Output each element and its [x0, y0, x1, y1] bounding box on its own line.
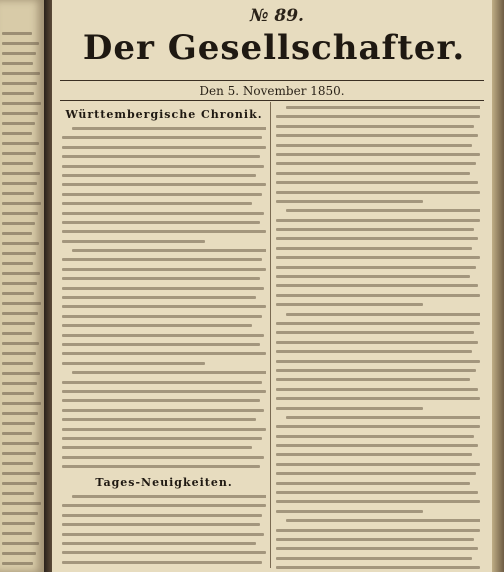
- text-line: [276, 369, 476, 372]
- text-line: [62, 390, 266, 393]
- text-line: [2, 562, 33, 565]
- text-line: [2, 92, 34, 95]
- text-line: [2, 262, 33, 265]
- text-line: [2, 132, 32, 135]
- text-line: [62, 212, 264, 215]
- text-line: [2, 52, 36, 55]
- text-line: [2, 352, 36, 355]
- article-text-block: [62, 495, 266, 570]
- text-line: [276, 491, 478, 494]
- text-line: [62, 428, 266, 431]
- text-line: [276, 256, 480, 259]
- dateline: Den 5. November 1850.: [199, 84, 345, 98]
- text-line: [2, 462, 33, 465]
- text-line: [276, 144, 472, 147]
- text-line: [276, 444, 478, 447]
- book-gutter: [44, 0, 52, 572]
- text-line: [2, 342, 39, 345]
- text-line: [276, 115, 480, 118]
- text-line: [276, 566, 480, 569]
- section-title-news: Tages-Neuigkeiten.: [95, 476, 233, 490]
- text-line: [72, 495, 266, 498]
- text-line: [276, 219, 480, 222]
- text-line: [62, 437, 262, 440]
- text-line: [62, 533, 264, 536]
- text-line: [276, 294, 480, 297]
- text-line: [62, 296, 256, 299]
- article-text-block: [276, 106, 480, 569]
- text-line: [2, 172, 40, 175]
- text-line: [62, 381, 262, 384]
- text-line: [276, 200, 423, 203]
- text-line: [276, 191, 480, 194]
- text-line: [286, 209, 480, 212]
- text-line: [276, 425, 480, 428]
- text-line: [276, 247, 472, 250]
- text-line: [2, 442, 39, 445]
- text-line: [2, 192, 34, 195]
- page-fore-edge: [492, 0, 504, 572]
- article-text-block: [62, 127, 266, 468]
- text-line: [276, 538, 474, 541]
- text-line: [2, 402, 41, 405]
- text-line: [2, 522, 35, 525]
- text-line: [62, 409, 264, 412]
- text-line: [2, 502, 41, 505]
- text-line: [2, 372, 40, 375]
- text-line: [62, 155, 260, 158]
- text-line: [2, 362, 33, 365]
- text-line: [62, 504, 266, 507]
- text-line: [62, 174, 256, 177]
- text-line: [2, 242, 39, 245]
- text-line: [2, 252, 36, 255]
- text-line: [286, 416, 480, 419]
- text-line: [276, 284, 478, 287]
- text-line: [62, 324, 252, 327]
- text-line: [2, 292, 34, 295]
- text-line: [62, 146, 266, 149]
- column-left: [62, 100, 266, 570]
- text-line: [2, 512, 38, 515]
- text-line: [276, 397, 480, 400]
- column-right: [276, 100, 480, 570]
- text-line: [62, 399, 260, 402]
- text-line: [62, 514, 262, 517]
- text-line: [62, 193, 262, 196]
- text-line: [62, 352, 266, 355]
- text-line: [2, 322, 35, 325]
- text-line: [72, 249, 266, 252]
- text-line: [276, 510, 423, 513]
- text-line: [276, 331, 474, 334]
- text-line: [2, 222, 35, 225]
- text-line: [2, 432, 32, 435]
- text-line: [62, 456, 264, 459]
- column-divider: [270, 102, 271, 568]
- text-line: [2, 272, 40, 275]
- text-line: [62, 258, 262, 261]
- masthead-title: Der Gesellschafter.: [82, 28, 466, 68]
- text-line: [72, 371, 266, 374]
- text-line: [2, 152, 36, 155]
- text-line: [276, 388, 478, 391]
- text-line: [276, 162, 476, 165]
- text-line: [276, 435, 474, 438]
- text-line: [62, 542, 256, 545]
- text-line: [276, 453, 472, 456]
- text-line: [2, 32, 32, 35]
- text-line: [286, 313, 480, 316]
- text-line: [2, 552, 36, 555]
- text-line: [276, 134, 478, 137]
- text-line: [62, 334, 264, 337]
- text-line: [2, 182, 37, 185]
- text-line: [2, 72, 40, 75]
- text-line: [276, 228, 474, 231]
- text-line: [286, 106, 480, 109]
- section-title-wuerttemberg: Württembergische Chronik.: [65, 108, 263, 121]
- text-line: [2, 542, 39, 545]
- text-line: [62, 551, 266, 554]
- text-line: [276, 529, 480, 532]
- text-line: [2, 332, 32, 335]
- text-line: [2, 62, 33, 65]
- newspaper-page: [52, 0, 492, 572]
- text-line: [276, 500, 480, 503]
- text-line: [2, 492, 34, 495]
- text-line: [62, 136, 262, 139]
- text-line: [62, 202, 252, 205]
- text-line: [276, 153, 480, 156]
- text-line: [2, 482, 37, 485]
- text-line: [2, 232, 32, 235]
- text-line: [2, 112, 38, 115]
- text-line: [62, 305, 266, 308]
- previous-page-edge: [0, 0, 44, 572]
- text-line: [2, 312, 38, 315]
- text-line: [276, 472, 476, 475]
- text-line: [2, 282, 37, 285]
- issue-number: № 89.: [250, 6, 304, 26]
- text-line: [276, 482, 470, 485]
- text-line: [276, 275, 470, 278]
- text-line: [62, 230, 266, 233]
- text-line: [2, 212, 38, 215]
- text-line: [72, 127, 266, 130]
- text-line: [276, 322, 480, 325]
- text-line: [2, 382, 37, 385]
- text-line: [2, 302, 41, 305]
- text-line: [62, 240, 205, 243]
- text-line: [2, 422, 35, 425]
- text-line: [276, 237, 478, 240]
- text-line: [276, 557, 472, 560]
- text-line: [2, 412, 38, 415]
- text-line: [276, 350, 472, 353]
- text-line: [276, 463, 480, 466]
- text-line: [62, 343, 260, 346]
- text-line: [2, 452, 36, 455]
- masthead-rule-top: [60, 80, 484, 81]
- text-line: [276, 125, 474, 128]
- text-line: [62, 362, 205, 365]
- text-line: [62, 287, 264, 290]
- text-line: [62, 165, 264, 168]
- text-line: [286, 519, 480, 522]
- text-line: [2, 202, 41, 205]
- text-line: [2, 162, 33, 165]
- text-line: [2, 102, 41, 105]
- text-line: [2, 122, 35, 125]
- text-line: [276, 303, 423, 306]
- text-line: [2, 472, 40, 475]
- text-line: [2, 532, 32, 535]
- text-line: [62, 561, 262, 564]
- text-line: [276, 172, 470, 175]
- text-line: [2, 82, 37, 85]
- text-line: [276, 181, 478, 184]
- text-line: [276, 341, 478, 344]
- text-line: [2, 142, 39, 145]
- text-line: [276, 378, 470, 381]
- text-line: [2, 392, 34, 395]
- text-line: [62, 221, 260, 224]
- text-line: [2, 42, 39, 45]
- text-line: [62, 277, 260, 280]
- text-line: [62, 315, 262, 318]
- text-line: [62, 523, 260, 526]
- text-line: [62, 446, 252, 449]
- text-line: [62, 183, 266, 186]
- text-line: [62, 268, 266, 271]
- text-line: [276, 360, 480, 363]
- text-line: [62, 418, 256, 421]
- text-line: [276, 547, 478, 550]
- text-line: [276, 407, 423, 410]
- text-line: [276, 266, 476, 269]
- text-line: [62, 465, 260, 468]
